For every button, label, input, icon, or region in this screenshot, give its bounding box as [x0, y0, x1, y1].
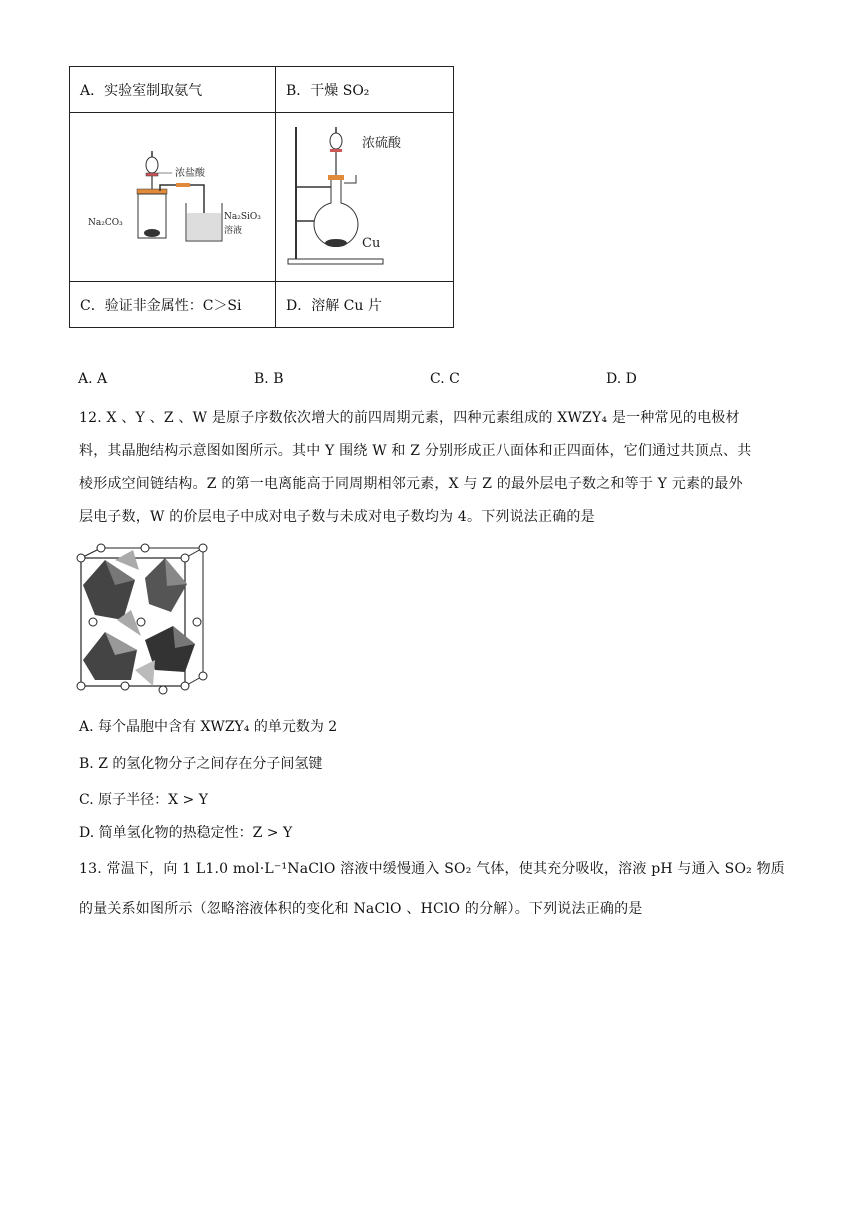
figure-cell-d — [276, 113, 454, 282]
cell-a: A．实验室制取氨气 — [70, 67, 276, 113]
q12-line-1: 12. X 、Y 、Z 、W 是原子序数依次增大的前四周期元素，四种元素组成的 XWZY₄ 是一种常见的电极材 — [79, 410, 740, 426]
q12-option-d: D. 简单氢化物的热稳定性：Z > Y — [79, 825, 293, 841]
q12-line-3: 棱形成空间链结构。Z 的第一电离能高于同周期相邻元素，X 与 Z 的最外层电子数之和等于 Y 元素的最外 — [79, 476, 743, 492]
cell-c: C．验证非金属性：C＞Si — [70, 282, 276, 328]
choice-c: C. C — [430, 371, 460, 387]
label-reagent3b: 溶液 — [224, 226, 243, 236]
label-reagent2-d: Cu — [362, 236, 381, 251]
choice-a: A. A — [78, 371, 108, 387]
label-reagent3: Na₂SiO₃ — [224, 212, 261, 222]
label-reagent1: 浓盐酸 — [175, 168, 205, 179]
label-reagent2: Na₂CO₃ — [88, 218, 123, 228]
crystal-cell-figure — [75, 540, 215, 700]
q13-line-1: 13. 常温下，向 1 L1.0 mol·L⁻¹NaClO 溶液中缓慢通入 SO₂ 气体，使其充分吸收，溶液 pH 与通入 SO₂ 物质 — [79, 861, 786, 877]
cell-b: B．干燥 SO₂ — [276, 67, 454, 113]
label-reagent1-d: 浓硫酸 — [362, 136, 402, 151]
options-table — [69, 66, 454, 328]
q12-option-b: B. Z 的氢化物分子之间存在分子间氢键 — [79, 756, 323, 772]
q12-option-a: A. 每个晶胞中含有 XWZY₄ 的单元数为 2 — [79, 719, 338, 735]
q12-line-4: 层电子数，W 的价层电子中成对电子数与未成对电子数均为 4。下列说法正确的是 — [79, 509, 595, 525]
choice-d: D. D — [606, 371, 637, 387]
figure-cell-c — [70, 113, 276, 282]
choice-b: B. B — [254, 371, 284, 387]
apparatus-c-figure — [80, 113, 265, 281]
q12-line-2: 料，其晶胞结构示意图如图所示。其中 Y 围绕 W 和 Z 分别形成正八面体和正四面体，它们通过共顶点、共 — [79, 443, 752, 459]
cell-d: D．溶解 Cu 片 — [276, 282, 454, 328]
q13-line-2: 的量关系如图所示（忽略溶液体积的变化和 NaClO 、HClO 的分解）。下列说法正确的是 — [79, 901, 643, 917]
q12-option-c: C. 原子半径：X > Y — [79, 792, 208, 808]
apparatus-d-figure — [286, 113, 443, 281]
